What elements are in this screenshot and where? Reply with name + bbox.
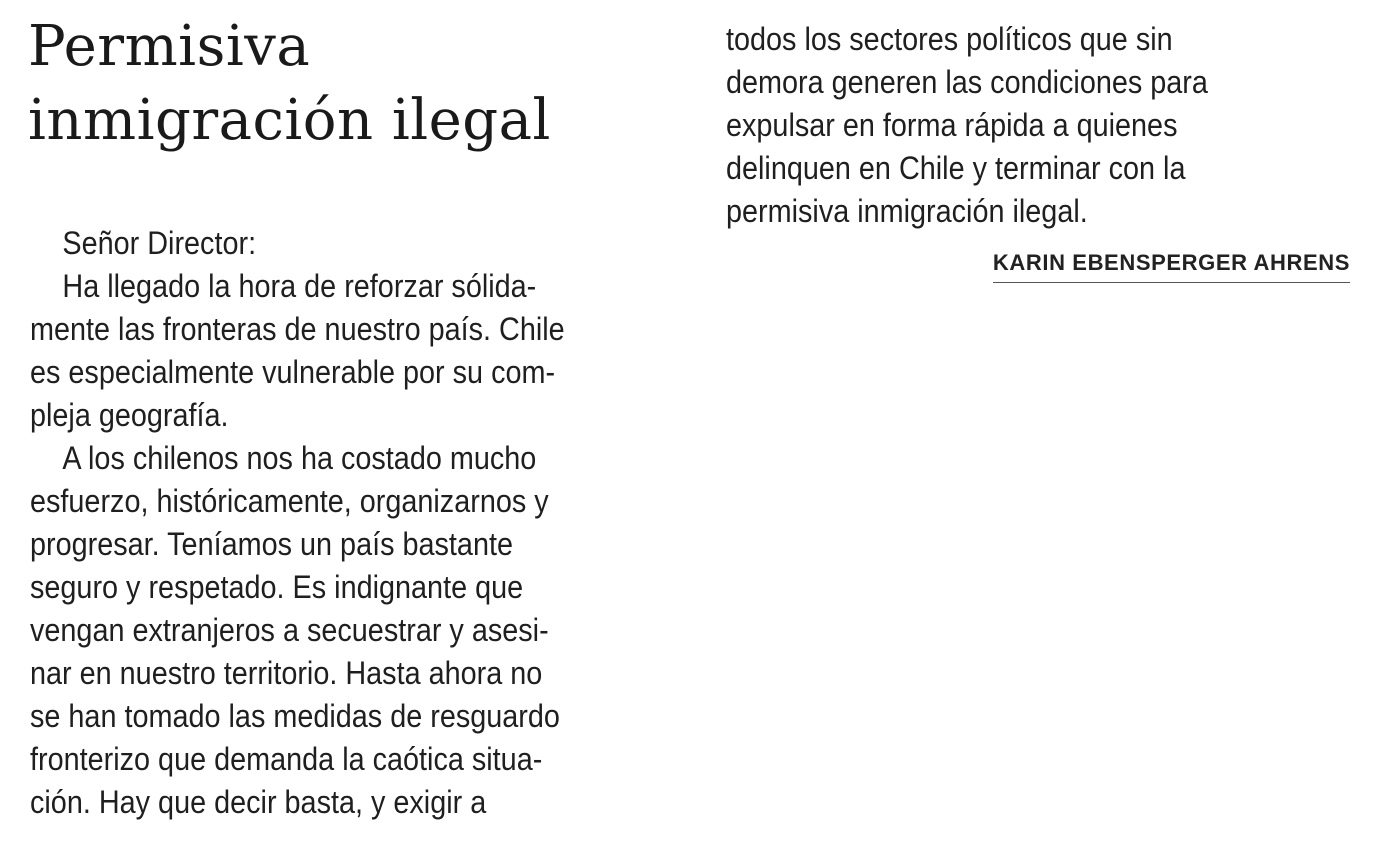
body-line: expulsar en forma rápida a quienes (726, 107, 1178, 143)
body-line: nar en nuestro territorio. Hasta ahora no (30, 655, 543, 691)
salutation: Señor Director: (62, 225, 257, 261)
body-line: fronterizo que demanda la caótica situa- (30, 741, 543, 777)
body-line: es especialmente vulnerable por su com- (30, 354, 556, 390)
letter-body-right-column (726, 18, 1208, 233)
body-line: vengan extranjeros a secuestrar y asesi- (30, 612, 549, 648)
headline (28, 10, 551, 158)
body-line: demora generen las condiciones para (726, 64, 1208, 100)
body-line: delinquen en Chile y terminar con la (726, 150, 1186, 186)
body-line: progresar. Teníamos un país bastante (30, 526, 513, 562)
letter-body-left-column (30, 222, 565, 824)
author-signature: KARIN EBENSPERGER AHRENS (993, 246, 1350, 283)
body-line: esfuerzo, históricamente, organizarnos y (30, 483, 549, 519)
headline-line-2: inmigración ilegal (28, 88, 551, 153)
body-line: A los chilenos nos ha costado mucho (62, 440, 537, 476)
body-line: mente las fronteras de nuestro país. Chile (30, 311, 565, 347)
headline-line-1: Permisiva (28, 14, 311, 79)
body-line: todos los sectores políticos que sin (726, 21, 1173, 57)
body-line: Ha llegado la hora de reforzar sólida- (62, 268, 537, 304)
body-line: seguro y respetado. Es indignante que (30, 569, 524, 605)
body-line: permisiva inmigración ilegal. (726, 193, 1088, 229)
body-line: pleja geografía. (30, 397, 229, 433)
body-line: ción. Hay que decir basta, y exigir a (30, 784, 487, 820)
body-line: se han tomado las medidas de resguardo (30, 698, 560, 734)
